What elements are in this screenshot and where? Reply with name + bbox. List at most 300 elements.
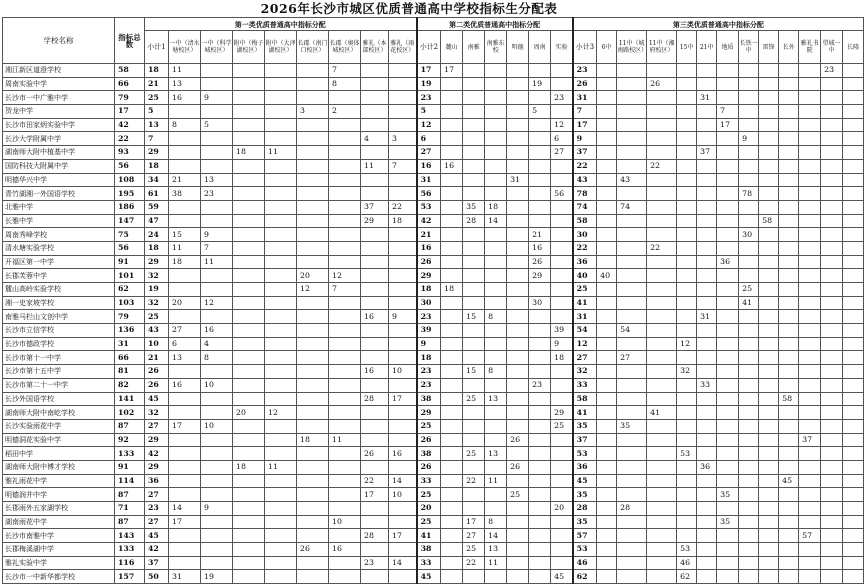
g2-value-cell: 13	[485, 543, 507, 557]
g3-value-cell	[647, 105, 677, 119]
table-row	[3, 502, 864, 516]
g3-value-cell	[799, 159, 821, 173]
school-name-cell: 长沙外国语学校	[3, 392, 115, 406]
g2-value-cell	[507, 351, 529, 365]
g2-value-cell: 25	[463, 392, 485, 406]
g2-subtotal-cell: 23	[417, 91, 441, 105]
g3-value-cell: 30	[739, 228, 759, 242]
g3-value-cell	[717, 228, 739, 242]
g3-value-cell	[779, 324, 799, 338]
g2-value-cell: 11	[485, 556, 507, 570]
g2-value-cell	[485, 255, 507, 269]
g1-subtotal-cell: 5	[145, 105, 169, 119]
g2-value-cell	[463, 502, 485, 516]
g1-subtotal-cell: 29	[145, 146, 169, 160]
g1-value-cell	[297, 64, 329, 78]
g3-value-cell	[717, 91, 739, 105]
g3-value-cell	[799, 406, 821, 420]
school-name-cell: 长沙市立信学校	[3, 324, 115, 338]
g1-value-cell	[265, 419, 297, 433]
total-cell: 101	[115, 269, 145, 283]
g3-value-cell	[821, 365, 843, 379]
g1-subtotal-cell: 32	[145, 269, 169, 283]
g3-value-cell	[617, 159, 647, 173]
group3-header: 第三类优质普通高中指标分配	[573, 18, 864, 31]
g2-value-cell	[463, 255, 485, 269]
g3-value-cell	[821, 460, 843, 474]
g3-value-cell	[779, 173, 799, 187]
g1-value-cell: 17	[389, 392, 417, 406]
g3-subtotal-cell: 58	[573, 214, 597, 228]
g3-value-cell	[821, 433, 843, 447]
total-header: 指标总数	[115, 18, 145, 64]
g1-subtotal-cell: 10	[145, 337, 169, 351]
g3-value-cell	[697, 105, 717, 119]
g1-col-header-8: 雅礼（雨花校区）	[389, 31, 417, 64]
g3-value-cell	[799, 77, 821, 91]
g3-value-cell	[821, 324, 843, 338]
g3-value-cell	[759, 324, 779, 338]
g3-value-cell	[647, 378, 677, 392]
g3-value-cell	[717, 324, 739, 338]
g1-value-cell	[201, 214, 233, 228]
g3-value-cell	[717, 337, 739, 351]
g1-subtotal-cell: 27	[145, 419, 169, 433]
g3-value-cell	[677, 310, 697, 324]
g1-subtotal-cell: 36	[145, 474, 169, 488]
g3-value-cell	[739, 146, 759, 160]
g3-value-cell	[617, 337, 647, 351]
g1-value-cell: 7	[329, 283, 361, 297]
g2-value-cell	[551, 433, 573, 447]
g3-value-cell	[617, 283, 647, 297]
g2-value-cell	[463, 77, 485, 91]
g2-value-cell	[507, 132, 529, 146]
g2-value-cell	[529, 543, 551, 557]
g2-value-cell	[507, 159, 529, 173]
g2-value-cell	[507, 556, 529, 570]
g2-value-cell: 6	[551, 132, 573, 146]
g1-value-cell	[201, 310, 233, 324]
table-row	[3, 474, 864, 488]
g2-value-cell	[441, 543, 463, 557]
g3-value-cell	[597, 351, 617, 365]
g1-value-cell	[389, 255, 417, 269]
g3-value-cell	[739, 337, 759, 351]
g3-value-cell	[697, 515, 717, 529]
g2-subtotal-cell: 38	[417, 543, 441, 557]
g1-value-cell	[201, 556, 233, 570]
g2-value-cell	[507, 406, 529, 420]
g2-subtotal-cell: 31	[417, 173, 441, 187]
g2-value-cell	[441, 228, 463, 242]
g1-value-cell	[329, 310, 361, 324]
g3-value-cell: 41	[739, 296, 759, 310]
g2-value-cell	[485, 132, 507, 146]
g1-col-header-7: 雅礼（本部校区）	[361, 31, 389, 64]
g2-value-cell	[441, 570, 463, 584]
g1-value-cell	[297, 406, 329, 420]
g3-value-cell	[799, 324, 821, 338]
total-cell: 87	[115, 488, 145, 502]
g2-value-cell	[507, 255, 529, 269]
g1-value-cell	[361, 296, 389, 310]
g3-value-cell	[821, 173, 843, 187]
g2-value-cell: 25	[507, 488, 529, 502]
group2-header: 第二类优质普通高中指标分配	[417, 18, 573, 31]
g2-value-cell	[441, 200, 463, 214]
g1-value-cell: 3	[297, 105, 329, 119]
g3-value-cell: 26	[647, 77, 677, 91]
g1-value-cell	[297, 310, 329, 324]
g3-value-cell	[759, 502, 779, 516]
g3-value-cell	[779, 77, 799, 91]
g2-value-cell: 35	[463, 200, 485, 214]
g2-value-cell	[507, 392, 529, 406]
g1-value-cell	[361, 351, 389, 365]
g3-value-cell	[647, 337, 677, 351]
table-row	[3, 324, 864, 338]
g3-value-cell: 31	[697, 310, 717, 324]
g1-value-cell	[389, 406, 417, 420]
g3-value-cell	[677, 502, 697, 516]
g1-value-cell	[169, 310, 201, 324]
g3-value-cell	[799, 419, 821, 433]
school-name-cell: 南雅马栏山文创中学	[3, 310, 115, 324]
school-name-cell: 周南实验中学	[3, 77, 115, 91]
g3-value-cell: 78	[739, 187, 759, 201]
g2-value-cell	[529, 392, 551, 406]
g1-value-cell	[389, 502, 417, 516]
g1-value-cell	[233, 269, 265, 283]
g3-value-cell	[617, 269, 647, 283]
g3-col-header-8: 雷锋	[759, 31, 779, 64]
g1-value-cell	[169, 543, 201, 557]
g1-value-cell	[233, 241, 265, 255]
g3-subtotal-cell: 74	[573, 200, 597, 214]
g2-value-cell	[529, 173, 551, 187]
g1-value-cell	[265, 488, 297, 502]
g3-value-cell	[739, 64, 759, 78]
g1-value-cell: 12	[329, 269, 361, 283]
g1-value-cell	[233, 132, 265, 146]
g1-value-cell	[265, 283, 297, 297]
g3-value-cell	[617, 447, 647, 461]
g3-value-cell	[799, 351, 821, 365]
g3-value-cell	[759, 433, 779, 447]
g3-value-cell	[677, 173, 697, 187]
g3-value-cell	[717, 173, 739, 187]
g3-value-cell	[617, 241, 647, 255]
g1-value-cell	[297, 556, 329, 570]
g3-value-cell	[799, 255, 821, 269]
g3-value-cell	[799, 515, 821, 529]
g3-value-cell: 35	[717, 515, 739, 529]
g3-value-cell	[843, 474, 864, 488]
total-cell: 114	[115, 474, 145, 488]
g2-value-cell	[507, 187, 529, 201]
g1-value-cell	[233, 419, 265, 433]
g3-value-cell	[799, 474, 821, 488]
g2-value-cell: 31	[507, 173, 529, 187]
school-name-cell: 长沙实验雨花中学	[3, 419, 115, 433]
g2-value-cell: 28	[463, 214, 485, 228]
g3-value-cell	[697, 283, 717, 297]
g1-value-cell	[389, 64, 417, 78]
g3-value-cell	[799, 447, 821, 461]
g1-value-cell	[361, 146, 389, 160]
g3-value-cell	[647, 556, 677, 570]
school-name-cell: 明德华兴中学	[3, 173, 115, 187]
table-row	[3, 187, 864, 201]
g3-value-cell	[759, 187, 779, 201]
g2-subtotal-cell: 25	[417, 488, 441, 502]
g3-value-cell	[717, 187, 739, 201]
g3-value-cell	[739, 392, 759, 406]
g2-value-cell	[551, 173, 573, 187]
school-name-cell: 长沙市第十五中学	[3, 365, 115, 379]
g1-value-cell	[389, 460, 417, 474]
g2-subtotal-cell: 6	[417, 132, 441, 146]
g2-subtotal-cell: 38	[417, 447, 441, 461]
g3-value-cell	[843, 365, 864, 379]
g2-value-cell	[441, 187, 463, 201]
g3-value-cell: 54	[617, 324, 647, 338]
g1-value-cell: 18	[389, 214, 417, 228]
school-name-cell: 长沙市田家炳实验中学	[3, 118, 115, 132]
g3-value-cell	[697, 324, 717, 338]
g3-value-cell	[821, 447, 843, 461]
g2-value-cell	[485, 64, 507, 78]
table-row	[3, 310, 864, 324]
g1-subtotal-cell: 43	[145, 324, 169, 338]
g3-value-cell	[779, 255, 799, 269]
g2-value-cell	[551, 228, 573, 242]
g1-value-cell	[329, 419, 361, 433]
g3-value-cell	[759, 200, 779, 214]
g3-value-cell: 28	[617, 502, 647, 516]
table-row	[3, 77, 864, 91]
g1-value-cell	[169, 200, 201, 214]
g1-subtotal-cell: 26	[145, 365, 169, 379]
g1-subtotal-cell: 26	[145, 378, 169, 392]
g3-value-cell	[717, 365, 739, 379]
table-row	[3, 365, 864, 379]
g3-value-cell	[759, 146, 779, 160]
g2-value-cell	[463, 159, 485, 173]
g3-value-cell	[779, 502, 799, 516]
g1-value-cell	[297, 77, 329, 91]
g3-value-cell	[697, 543, 717, 557]
g2-value-cell: 25	[463, 447, 485, 461]
g3-value-cell	[647, 132, 677, 146]
g3-value-cell	[799, 556, 821, 570]
g3-value-cell	[779, 91, 799, 105]
g1-value-cell: 14	[389, 474, 417, 488]
g1-value-cell: 11	[265, 460, 297, 474]
g3-subtotal-cell: 9	[573, 132, 597, 146]
g3-value-cell	[647, 200, 677, 214]
g3-value-cell	[843, 77, 864, 91]
total-cell: 133	[115, 447, 145, 461]
g2-value-cell	[485, 173, 507, 187]
g3-value-cell	[677, 488, 697, 502]
g2-value-cell: 26	[507, 433, 529, 447]
g2-value-cell: 27	[463, 529, 485, 543]
g1-value-cell	[233, 570, 265, 584]
g2-value-cell	[507, 337, 529, 351]
table-row	[3, 460, 864, 474]
g3-value-cell	[597, 296, 617, 310]
g3-value-cell	[717, 433, 739, 447]
g3-value-cell	[617, 77, 647, 91]
g1-value-cell	[265, 324, 297, 338]
school-name-cell: 清水塘实验学校	[3, 241, 115, 255]
g3-col-header-6: 地质	[717, 31, 739, 64]
g3-value-cell	[821, 515, 843, 529]
g1-value-cell: 29	[361, 214, 389, 228]
g3-subtotal-cell: 43	[573, 173, 597, 187]
g1-value-cell	[297, 296, 329, 310]
g1-value-cell	[265, 515, 297, 529]
g3-value-cell	[799, 187, 821, 201]
g3-value-cell	[697, 241, 717, 255]
g3-value-cell	[597, 228, 617, 242]
g3-subtotal-cell: 22	[573, 159, 597, 173]
g2-value-cell	[551, 529, 573, 543]
g3-value-cell	[759, 296, 779, 310]
g1-value-cell	[233, 283, 265, 297]
g1-value-cell	[233, 200, 265, 214]
g1-value-cell: 12	[201, 296, 233, 310]
g3-value-cell	[779, 269, 799, 283]
g3-value-cell	[799, 105, 821, 119]
g1-value-cell	[329, 392, 361, 406]
g3-value-cell: 74	[617, 200, 647, 214]
g2-value-cell	[485, 241, 507, 255]
school-name-cell: 长郡芙蓉中学	[3, 269, 115, 283]
g2-value-cell	[485, 283, 507, 297]
g1-value-cell: 17	[361, 488, 389, 502]
g3-value-cell	[843, 351, 864, 365]
g3-value-cell	[677, 529, 697, 543]
g2-value-cell	[463, 419, 485, 433]
g3-value-cell	[843, 488, 864, 502]
g3-subtotal-cell: 30	[573, 228, 597, 242]
table-row	[3, 543, 864, 557]
g1-value-cell	[201, 365, 233, 379]
g1-col-header-3: 附中（梅子湖校区）	[233, 31, 265, 64]
g2-value-cell: 14	[485, 214, 507, 228]
g3-subtotal-cell: 40	[573, 269, 597, 283]
g3-value-cell	[697, 365, 717, 379]
g3-value-cell	[843, 200, 864, 214]
g2-value-cell	[441, 529, 463, 543]
g3-subtotal-cell: 7	[573, 105, 597, 119]
g3-value-cell	[739, 105, 759, 119]
g3-value-cell	[739, 570, 759, 584]
g1-value-cell: 10	[389, 365, 417, 379]
g3-col-header-7: 长铁一中	[739, 31, 759, 64]
g2-subtotal-cell: 18	[417, 283, 441, 297]
total-cell: 71	[115, 502, 145, 516]
g1-value-cell: 10	[389, 488, 417, 502]
g2-value-cell	[463, 173, 485, 187]
g2-value-cell: 29	[551, 406, 573, 420]
g2-value-cell: 25	[551, 419, 573, 433]
g3-value-cell	[697, 200, 717, 214]
g2-value-cell: 22	[463, 474, 485, 488]
g3-value-cell	[779, 214, 799, 228]
g3-value-cell	[677, 378, 697, 392]
g3-value-cell	[799, 337, 821, 351]
table-row	[3, 255, 864, 269]
g3-value-cell	[739, 91, 759, 105]
g3-value-cell	[821, 132, 843, 146]
g1-value-cell: 23	[361, 556, 389, 570]
g2-value-cell: 14	[485, 529, 507, 543]
g3-value-cell	[843, 556, 864, 570]
g3-value-cell	[617, 529, 647, 543]
g3-value-cell	[779, 433, 799, 447]
g3-value-cell	[597, 173, 617, 187]
g3-value-cell	[779, 556, 799, 570]
g3-value-cell	[677, 118, 697, 132]
g1-value-cell	[265, 310, 297, 324]
g1-subtotal-cell: 45	[145, 529, 169, 543]
g1-subtotal-cell: 19	[145, 283, 169, 297]
g2-value-cell	[485, 324, 507, 338]
g1-value-cell	[389, 337, 417, 351]
g3-value-cell	[739, 118, 759, 132]
g2-value-cell	[551, 159, 573, 173]
g3-subtotal-cell: 46	[573, 556, 597, 570]
g3-value-cell	[647, 515, 677, 529]
g1-value-cell: 18	[169, 255, 201, 269]
g1-value-cell	[265, 118, 297, 132]
g1-value-cell	[233, 502, 265, 516]
g2-value-cell	[507, 283, 529, 297]
school-name-cell: 雅礼雨花中学	[3, 474, 115, 488]
g1-value-cell	[169, 269, 201, 283]
g1-value-cell: 14	[169, 502, 201, 516]
g2-value-cell: 26	[507, 460, 529, 474]
g3-value-cell	[779, 529, 799, 543]
g3-value-cell	[597, 91, 617, 105]
g2-subtotal-cell: 45	[417, 570, 441, 584]
g3-value-cell	[647, 310, 677, 324]
g3-value-cell	[677, 200, 697, 214]
table-row	[3, 556, 864, 570]
g3-value-cell: 33	[697, 378, 717, 392]
g1-value-cell	[361, 433, 389, 447]
g3-value-cell: 27	[617, 351, 647, 365]
g2-value-cell	[507, 529, 529, 543]
total-cell: 87	[115, 419, 145, 433]
g3-value-cell	[799, 173, 821, 187]
g2-value-cell	[529, 460, 551, 474]
g3-value-cell	[677, 132, 697, 146]
g2-value-cell	[529, 570, 551, 584]
g3-value-cell	[677, 255, 697, 269]
school-name-cell: 长沙市一中新华都学校	[3, 570, 115, 584]
g3-value-cell	[697, 406, 717, 420]
g2-value-cell	[529, 187, 551, 201]
g3-subtotal-cell: 32	[573, 365, 597, 379]
school-name-cell: 长沙市一中广雅中学	[3, 91, 115, 105]
g2-value-cell: 11	[485, 474, 507, 488]
g2-subtotal-cell: 30	[417, 296, 441, 310]
